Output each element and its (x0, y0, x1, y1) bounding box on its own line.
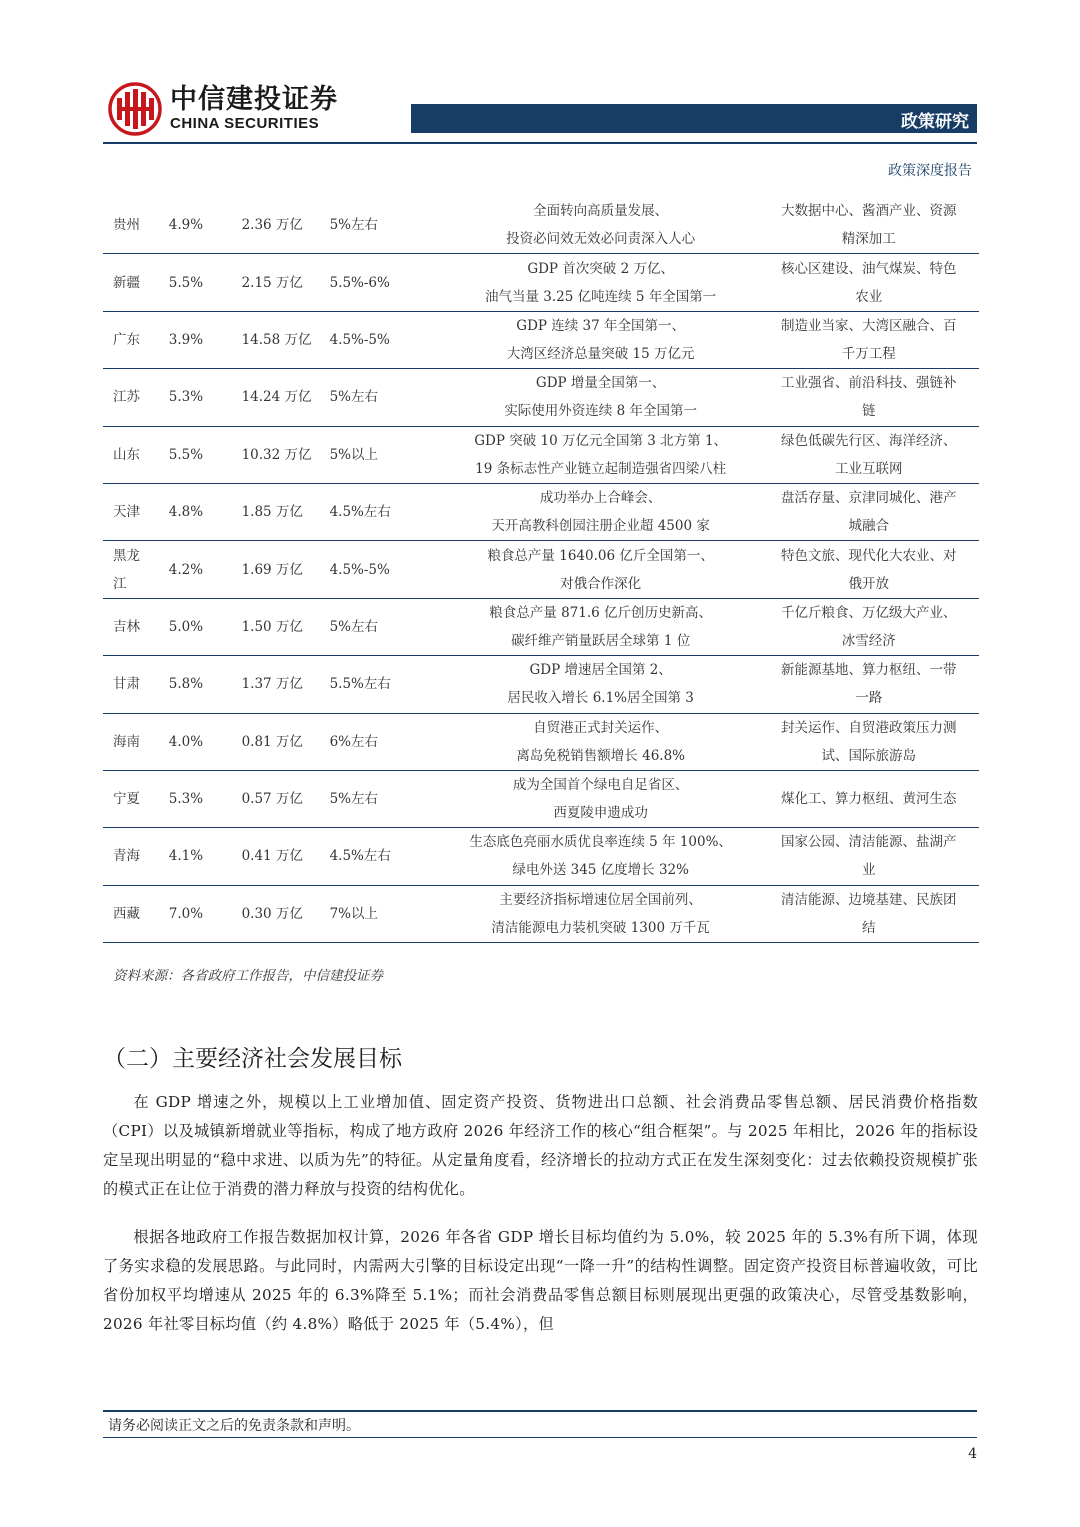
growth-cell-line: 4.9% (168, 217, 204, 234)
industry-cell (758, 713, 979, 770)
industry-cell-line: 新能源基地、算力枢纽、一带 (780, 662, 957, 679)
gdp-cell-line: 1.69 万亿 (241, 561, 303, 578)
province-cell-line: 吉林 (113, 618, 140, 635)
target-cell-line: 5%左右 (329, 791, 378, 808)
highlight-cell-line: 对俄合作深化 (560, 575, 642, 592)
gdp-cell (242, 713, 330, 770)
industry-cell-line: 城融合 (848, 518, 889, 535)
highlight-cell (443, 197, 759, 254)
citic-logo-icon (108, 82, 162, 136)
industry-cell (758, 598, 979, 655)
industry-cell (758, 311, 979, 368)
province-cell (103, 254, 169, 311)
province-cell-line: 天津 (113, 504, 140, 521)
growth-cell (169, 828, 242, 885)
section-label: 政策研究 (901, 112, 969, 132)
highlight-cell (443, 598, 759, 655)
gdp-cell-line: 0.57 万亿 (241, 791, 303, 808)
highlight-cell (443, 254, 759, 311)
company-logo (108, 82, 338, 136)
table-row (103, 770, 979, 827)
table-row (103, 426, 979, 483)
target-cell-line: 5%以上 (329, 446, 378, 463)
target-cell (330, 885, 443, 942)
industry-cell-line: 国家公园、清洁能源、盐湖产 (780, 834, 957, 851)
province-cell-line: 甘肃 (113, 676, 140, 693)
growth-cell (169, 770, 242, 827)
page-number: 4 (968, 1446, 977, 1462)
disclaimer-note: 请务必阅读正文之后的免责条款和声明。 (108, 1418, 360, 1434)
industry-cell-line: 冰雪经济 (841, 632, 896, 649)
industry-cell-line: 制造业当家、大湾区融合、百 (780, 317, 957, 334)
province-cell (103, 885, 169, 942)
gdp-cell (242, 483, 330, 540)
industry-cell-line: 封关运作、自贸港政策压力测 (780, 719, 957, 736)
growth-cell (169, 598, 242, 655)
footer-divider (103, 1410, 977, 1412)
gdp-cell-line: 2.15 万亿 (241, 274, 303, 291)
highlight-cell (443, 483, 759, 540)
province-cell-line: 江苏 (113, 389, 140, 406)
highlight-cell (443, 311, 759, 368)
table-row (103, 197, 979, 254)
highlight-cell-line: 实际使用外资连续 8 年全国第一 (504, 403, 697, 420)
target-cell (330, 828, 443, 885)
growth-cell (169, 197, 242, 254)
highlight-cell-line: GDP 增速居全国第 2、 (529, 662, 672, 679)
gdp-cell (242, 770, 330, 827)
industry-cell (758, 426, 979, 483)
highlight-cell-line: 粮食总产量 871.6 亿斤创历史新高、 (489, 604, 713, 621)
gdp-cell-line: 1.37 万亿 (241, 676, 303, 693)
industry-cell-line: 核心区建设、油气煤炭、特色 (780, 260, 957, 277)
target-cell (330, 598, 443, 655)
target-cell (330, 311, 443, 368)
gdp-cell-line: 0.41 万亿 (241, 848, 303, 865)
table-row (103, 885, 979, 942)
growth-cell (169, 713, 242, 770)
gdp-cell (242, 426, 330, 483)
target-cell-line: 5.5%左右 (329, 676, 391, 693)
target-cell (330, 369, 443, 426)
highlight-cell-line: 清洁能源电力装机突破 1300 万千瓦 (491, 919, 710, 936)
table-row (103, 254, 979, 311)
table-row (103, 598, 979, 655)
industry-cell-line: 试、国际旅游岛 (821, 747, 916, 764)
industry-cell (758, 885, 979, 942)
target-cell-line: 4.5%-5% (329, 331, 390, 348)
growth-cell (169, 483, 242, 540)
province-cell-line: 广东 (113, 331, 140, 348)
province-cell (103, 713, 169, 770)
gdp-cell (242, 828, 330, 885)
province-cell (103, 197, 169, 254)
gdp-cell-line: 1.85 万亿 (241, 504, 303, 521)
industry-cell-line: 盘活存量、京津同城化、港产 (780, 490, 957, 507)
section-title: （二）主要经济社会发展目标 (103, 1046, 402, 1072)
target-cell (330, 254, 443, 311)
province-cell (103, 426, 169, 483)
gdp-cell (242, 598, 330, 655)
growth-cell-line: 4.0% (168, 733, 204, 750)
highlight-cell-line: 油气当量 3.25 亿吨连续 5 年全国第一 (485, 288, 717, 305)
gdp-cell (242, 197, 330, 254)
growth-cell-line: 3.9% (168, 331, 204, 348)
highlight-cell-line: GDP 突破 10 万亿元全国第 3 北方第 1、 (474, 432, 728, 449)
industry-cell (758, 656, 979, 713)
province-cell (103, 598, 169, 655)
highlight-cell-line: GDP 首次突破 2 万亿、 (527, 260, 674, 277)
province-cell (103, 311, 169, 368)
gdp-cell (242, 369, 330, 426)
province-cell-line: 海南 (113, 733, 140, 750)
highlight-cell (443, 885, 759, 942)
table-row (103, 483, 979, 540)
target-cell-line: 6%左右 (329, 733, 378, 750)
growth-cell (169, 541, 242, 598)
gdp-cell-line: 2.36 万亿 (241, 217, 303, 234)
province-cell-line: 青海 (113, 848, 140, 865)
gdp-cell-line: 1.50 万亿 (241, 618, 303, 635)
target-cell-line: 5%左右 (329, 389, 378, 406)
gdp-cell (242, 885, 330, 942)
target-cell (330, 541, 443, 598)
growth-cell-line: 5.8% (168, 676, 204, 693)
paragraph-2: 根据各地政府工作报告数据加权计算，2026 年各省 GDP 增长目标均值约为 5.0%，较 2025 年的 5.3%有所下调，体现了务实求稳的发展思路。与此同时，内需两大引擎的目标设定出现“一降一升”的结构性调整。固定资产投资目标普遍收敛，可比省份加权平均增速从 2025 年的 6.3%降至 5.1%；而社会消费品零售总额目标则展现出更强的政策决心，尽管受基数影响，2026 年社零目标均值（约 4.8%）略低于 2025 年（5.4%），但 (103, 1228, 978, 1333)
target-cell (330, 713, 443, 770)
industry-cell-line: 大数据中心、酱酒产业、资源 (780, 203, 957, 220)
highlight-cell-line: 自贸港正式封关运作、 (533, 719, 669, 736)
highlight-cell-line: 天开高教科创园注册企业超 4500 家 (491, 518, 710, 535)
highlight-cell-line: 全面转向高质量发展、 (533, 203, 669, 220)
industry-cell-line: 煤化工、算力枢纽、黄河生态 (780, 791, 957, 808)
table-row (103, 541, 979, 598)
table-row (103, 656, 979, 713)
highlight-cell (443, 656, 759, 713)
industry-cell (758, 483, 979, 540)
highlight-cell-line: GDP 连续 37 年全国第一、 (516, 317, 686, 334)
industry-cell-line: 业 (861, 862, 876, 879)
highlight-cell-line: 居民收入增长 6.1%居全国第 3 (507, 690, 694, 707)
industry-cell-line: 绿色低碳先行区、海洋经济、 (780, 432, 957, 449)
highlight-cell (443, 770, 759, 827)
province-cell (103, 483, 169, 540)
province-cell-line: 新疆 (113, 274, 140, 291)
logo-english-name: CHINA SECURITIES (170, 115, 320, 132)
highlight-cell (443, 713, 759, 770)
growth-cell (169, 369, 242, 426)
industry-cell-line: 俄开放 (848, 575, 889, 592)
industry-cell-line: 清洁能源、边境基建、民族团 (780, 891, 957, 908)
paragraph-1: 在 GDP 增速之外，规模以上工业增加值、固定资产投资、货物进出口总额、社会消费品零售总额、居民消费价格指数（CPI）以及城镇新增就业等指标，构成了地方政府 2026 年经济工作的核心“组合框架”。与 2025 年相比，2026 年的指标设定呈现出明显的“稳中求进、以质为先”的特征。从定量角度看，经济增长的拉动方式正在发生深刻变化：过去依赖投资规模扩张的模式正在让位于消费的潜力释放与投资的结构优化。 (103, 1093, 978, 1198)
province-cell-line: 宁夏 (113, 791, 140, 808)
growth-cell (169, 311, 242, 368)
highlight-cell-line: 主要经济指标增速位居全国前列、 (499, 891, 702, 908)
table-row (103, 311, 979, 368)
target-cell-line: 5%左右 (329, 217, 378, 234)
gdp-cell-line: 14.58 万亿 (241, 331, 312, 348)
highlight-cell-line: 成为全国首个绿电自足省区、 (512, 777, 689, 794)
target-cell-line: 4.5%-5% (329, 561, 390, 578)
growth-cell-line: 4.1% (168, 848, 204, 865)
growth-cell-line: 5.5% (168, 446, 204, 463)
growth-cell-line: 5.5% (168, 274, 204, 291)
highlight-cell-line: 19 条标志性产业链立起制造强省四梁八柱 (475, 460, 727, 477)
industry-cell-line: 千万工程 (841, 345, 896, 362)
province-cell (103, 656, 169, 713)
target-cell (330, 483, 443, 540)
highlight-cell-line: 离岛免税销售额增长 46.8% (516, 747, 685, 764)
industry-cell (758, 254, 979, 311)
province-cell-line: 西藏 (113, 905, 140, 922)
province-cell (103, 541, 169, 598)
industry-cell-line: 工业互联网 (834, 460, 903, 477)
highlight-cell (443, 828, 759, 885)
highlight-cell-line: 生态底色亮丽水质优良率连续 5 年 100%、 (469, 834, 732, 851)
gdp-cell (242, 656, 330, 713)
industry-cell-line: 农业 (855, 288, 883, 305)
gdp-cell-line: 14.24 万亿 (241, 389, 312, 406)
growth-cell (169, 656, 242, 713)
gdp-cell (242, 254, 330, 311)
gdp-cell-line: 0.81 万亿 (241, 733, 303, 750)
growth-cell-line: 5.3% (168, 791, 204, 808)
growth-cell-line: 7.0% (168, 905, 204, 922)
industry-cell-line: 精深加工 (841, 231, 896, 248)
target-cell (330, 656, 443, 713)
table-source: 资料来源：各省政府工作报告，中信建投证券 (113, 968, 383, 984)
province-cell-line: 贵州 (113, 217, 140, 234)
industry-cell (758, 828, 979, 885)
logo-chinese-name: 中信建投证券 (170, 84, 338, 115)
industry-cell (758, 770, 979, 827)
target-cell-line: 4.5%左右 (329, 848, 391, 865)
target-cell-line: 4.5%左右 (329, 504, 391, 521)
gdp-cell-line: 0.30 万亿 (241, 905, 303, 922)
province-table-body (103, 197, 979, 943)
province-cell (103, 369, 169, 426)
industry-cell-line: 千亿斤粮食、万亿级大产业、 (780, 604, 957, 621)
growth-cell (169, 885, 242, 942)
report-type: 政策深度报告 (888, 163, 972, 179)
growth-cell-line: 5.0% (168, 618, 204, 635)
table-row (103, 713, 979, 770)
highlight-cell (443, 426, 759, 483)
table-row (103, 828, 979, 885)
industry-cell-line: 一路 (855, 690, 883, 707)
table-row (103, 369, 979, 426)
target-cell (330, 770, 443, 827)
industry-cell-line: 结 (861, 919, 876, 936)
highlight-cell-line: 绿电外送 345 亿度增长 32% (512, 862, 689, 879)
industry-cell-line: 工业强省、前沿科技、强链补 (780, 375, 957, 392)
highlight-cell (443, 369, 759, 426)
growth-cell-line: 4.2% (168, 561, 204, 578)
growth-cell (169, 254, 242, 311)
industry-cell (758, 369, 979, 426)
province-cell (103, 828, 169, 885)
target-cell-line: 5.5%-6% (329, 274, 390, 291)
growth-cell-line: 4.8% (168, 504, 204, 521)
gdp-cell-line: 10.32 万亿 (241, 446, 312, 463)
highlight-cell-line: 碳纤维产销量跃居全球第 1 位 (511, 632, 691, 649)
industry-cell (758, 541, 979, 598)
header-bar (411, 104, 977, 133)
growth-cell (169, 426, 242, 483)
gdp-cell (242, 541, 330, 598)
province-cell-line: 山东 (113, 446, 140, 463)
highlight-cell-line: 投资必问效无效必问责深入人心 (506, 231, 696, 248)
header-divider (103, 142, 977, 144)
highlight-cell (443, 541, 759, 598)
highlight-cell-line: 西夏陵申遗成功 (553, 805, 648, 822)
industry-cell-line: 特色文旅、现代化大农业、对 (780, 547, 957, 564)
growth-cell-line: 5.3% (168, 389, 204, 406)
highlight-cell-line: GDP 增量全国第一、 (535, 375, 666, 392)
province-cell-line: 黑龙江 (113, 547, 140, 592)
industry-cell (758, 197, 979, 254)
province-table (103, 197, 979, 943)
target-cell-line: 7%以上 (329, 905, 378, 922)
highlight-cell-line: 成功举办上合峰会、 (539, 490, 662, 507)
target-cell-line: 5%左右 (329, 618, 378, 635)
province-cell (103, 770, 169, 827)
highlight-cell-line: 粮食总产量 1640.06 亿斤全国第一、 (487, 547, 714, 564)
target-cell (330, 197, 443, 254)
gdp-cell (242, 311, 330, 368)
footer-divider-2 (103, 1437, 977, 1438)
target-cell (330, 426, 443, 483)
highlight-cell-line: 大湾区经济总量突破 15 万亿元 (506, 345, 695, 362)
industry-cell-line: 链 (861, 403, 876, 420)
